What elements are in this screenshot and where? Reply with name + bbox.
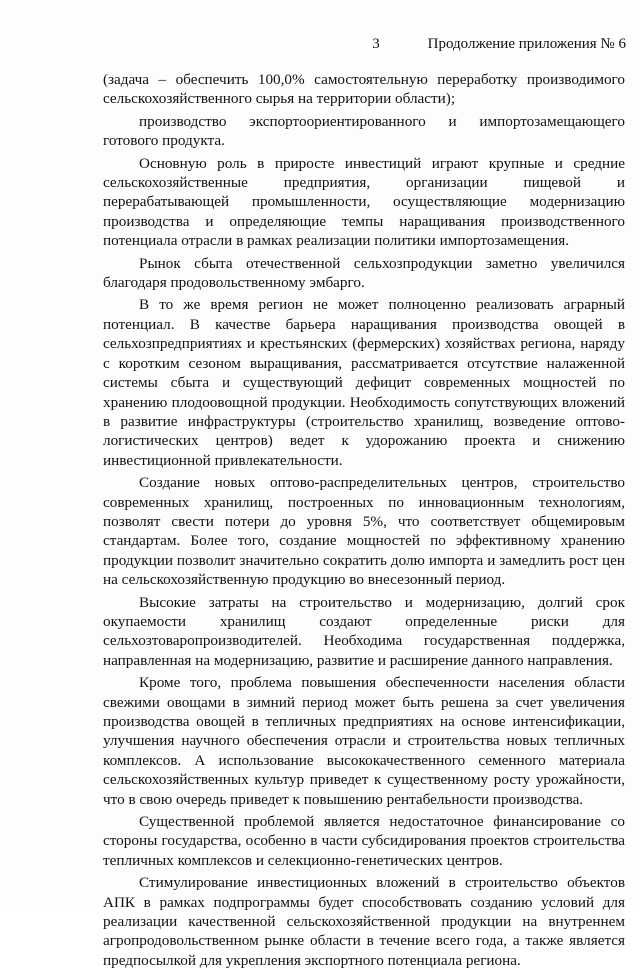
paragraph-export-production: производство экспортоориентированного и импортозамещающего готового продукта.	[103, 112, 625, 150]
paragraph-agrarian-potential: В то же время регион не может полноценно реализовать аграрный потенциал. В качестве барьера наращивания производства овощей в сельхозпредприятиях и крестьянских (фермерских) хозяйствах региона, наряду с коротким сезоном выращивания, рассматривается отсутствие налаженной системы сбыта и существующий дефицит современных мощностей по хранению плодоовощной продукции. Необходимость сопутствующих вложений в развитие инфраструктуры (строительство хранилищ, возведение оптово-логистических центров) ведет к удорожанию проекта и снижению инвестиционной привлекательности.	[103, 296, 625, 469]
paragraph-investment-role: Основную роль в приросте инвестиций играют крупные и средние сельскохозяйственные предприятия, организации пищевой и перерабатывающей промышленности, осуществляющие модернизацию производства и определяющие темпы наращивания производственного потенциала отрасли в рамках реализации политики импортозамещения.	[103, 154, 625, 250]
page-number: 3	[372, 36, 380, 52]
paragraph-investment-stimulation: Стимулирование инвестиционных вложений в строительство объектов АПК в рамках подпрограммы будет способствовать созданию условий для реализации качественной сельскохозяйственной продукции на внутреннем агропродовольственном рынке области в течение всего года, а также является предпосылкой для укрепления экспортного потенциала региона.	[103, 874, 625, 969]
paragraph-market: Рынок сбыта отечественной сельхозпродукции заметно увеличился благодаря продовольственному эмбарго.	[103, 254, 625, 292]
paragraph-high-costs: Высокие затраты на строительство и модернизацию, долгий срок окупаемости хранилищ создают определенные риски для сельхозтоваропроизводителей. Необходима государственная поддержка, направленная на модернизацию, развитие и расширение данного направления.	[103, 593, 625, 669]
paragraph-task-fragment: (задача – обеспечить 100,0% самостоятельную переработку производимого сельскохозяйственного сырья на территории области);	[103, 71, 625, 108]
document-body	[103, 70, 625, 973]
paragraph-financing-problem: Существенной проблемой является недостаточное финансирование со стороны государства, особенно в части субсидирования проектов строительства тепличных комплексов и селекционно-генетических центров.	[103, 813, 625, 869]
appendix-continuation-note: Продолжение приложения № 6	[427, 36, 626, 52]
paragraph-greenhouse-vegetables: Кроме того, проблема повышения обеспеченности населения области свежими овощами в зимний период может быть решена за счет увеличения производства овощей в тепличных предприятиях на основе интенсификации, улучшения научного обеспечения отрасли и строительства новых тепличных комплексов. А использование высококачественного семенного материала сельскохозяйственных культур приведет к существенному росту урожайности, что в свою очередь приведет к повышению рентабельности производства.	[103, 674, 625, 808]
paragraph-distribution-centers: Создание новых оптово-распределительных центров, строительство современных хранилищ, построенных по инновационным технологиям, позволят свести потери до уровня 5%, что соответствует общемировым стандартам. Более того, создание мощностей по эффективному хранению продукции позволит значительно сократить долю импорта и замедлить рост цен на сельскохозяйственную продукцию во внесезонный период.	[103, 474, 625, 589]
